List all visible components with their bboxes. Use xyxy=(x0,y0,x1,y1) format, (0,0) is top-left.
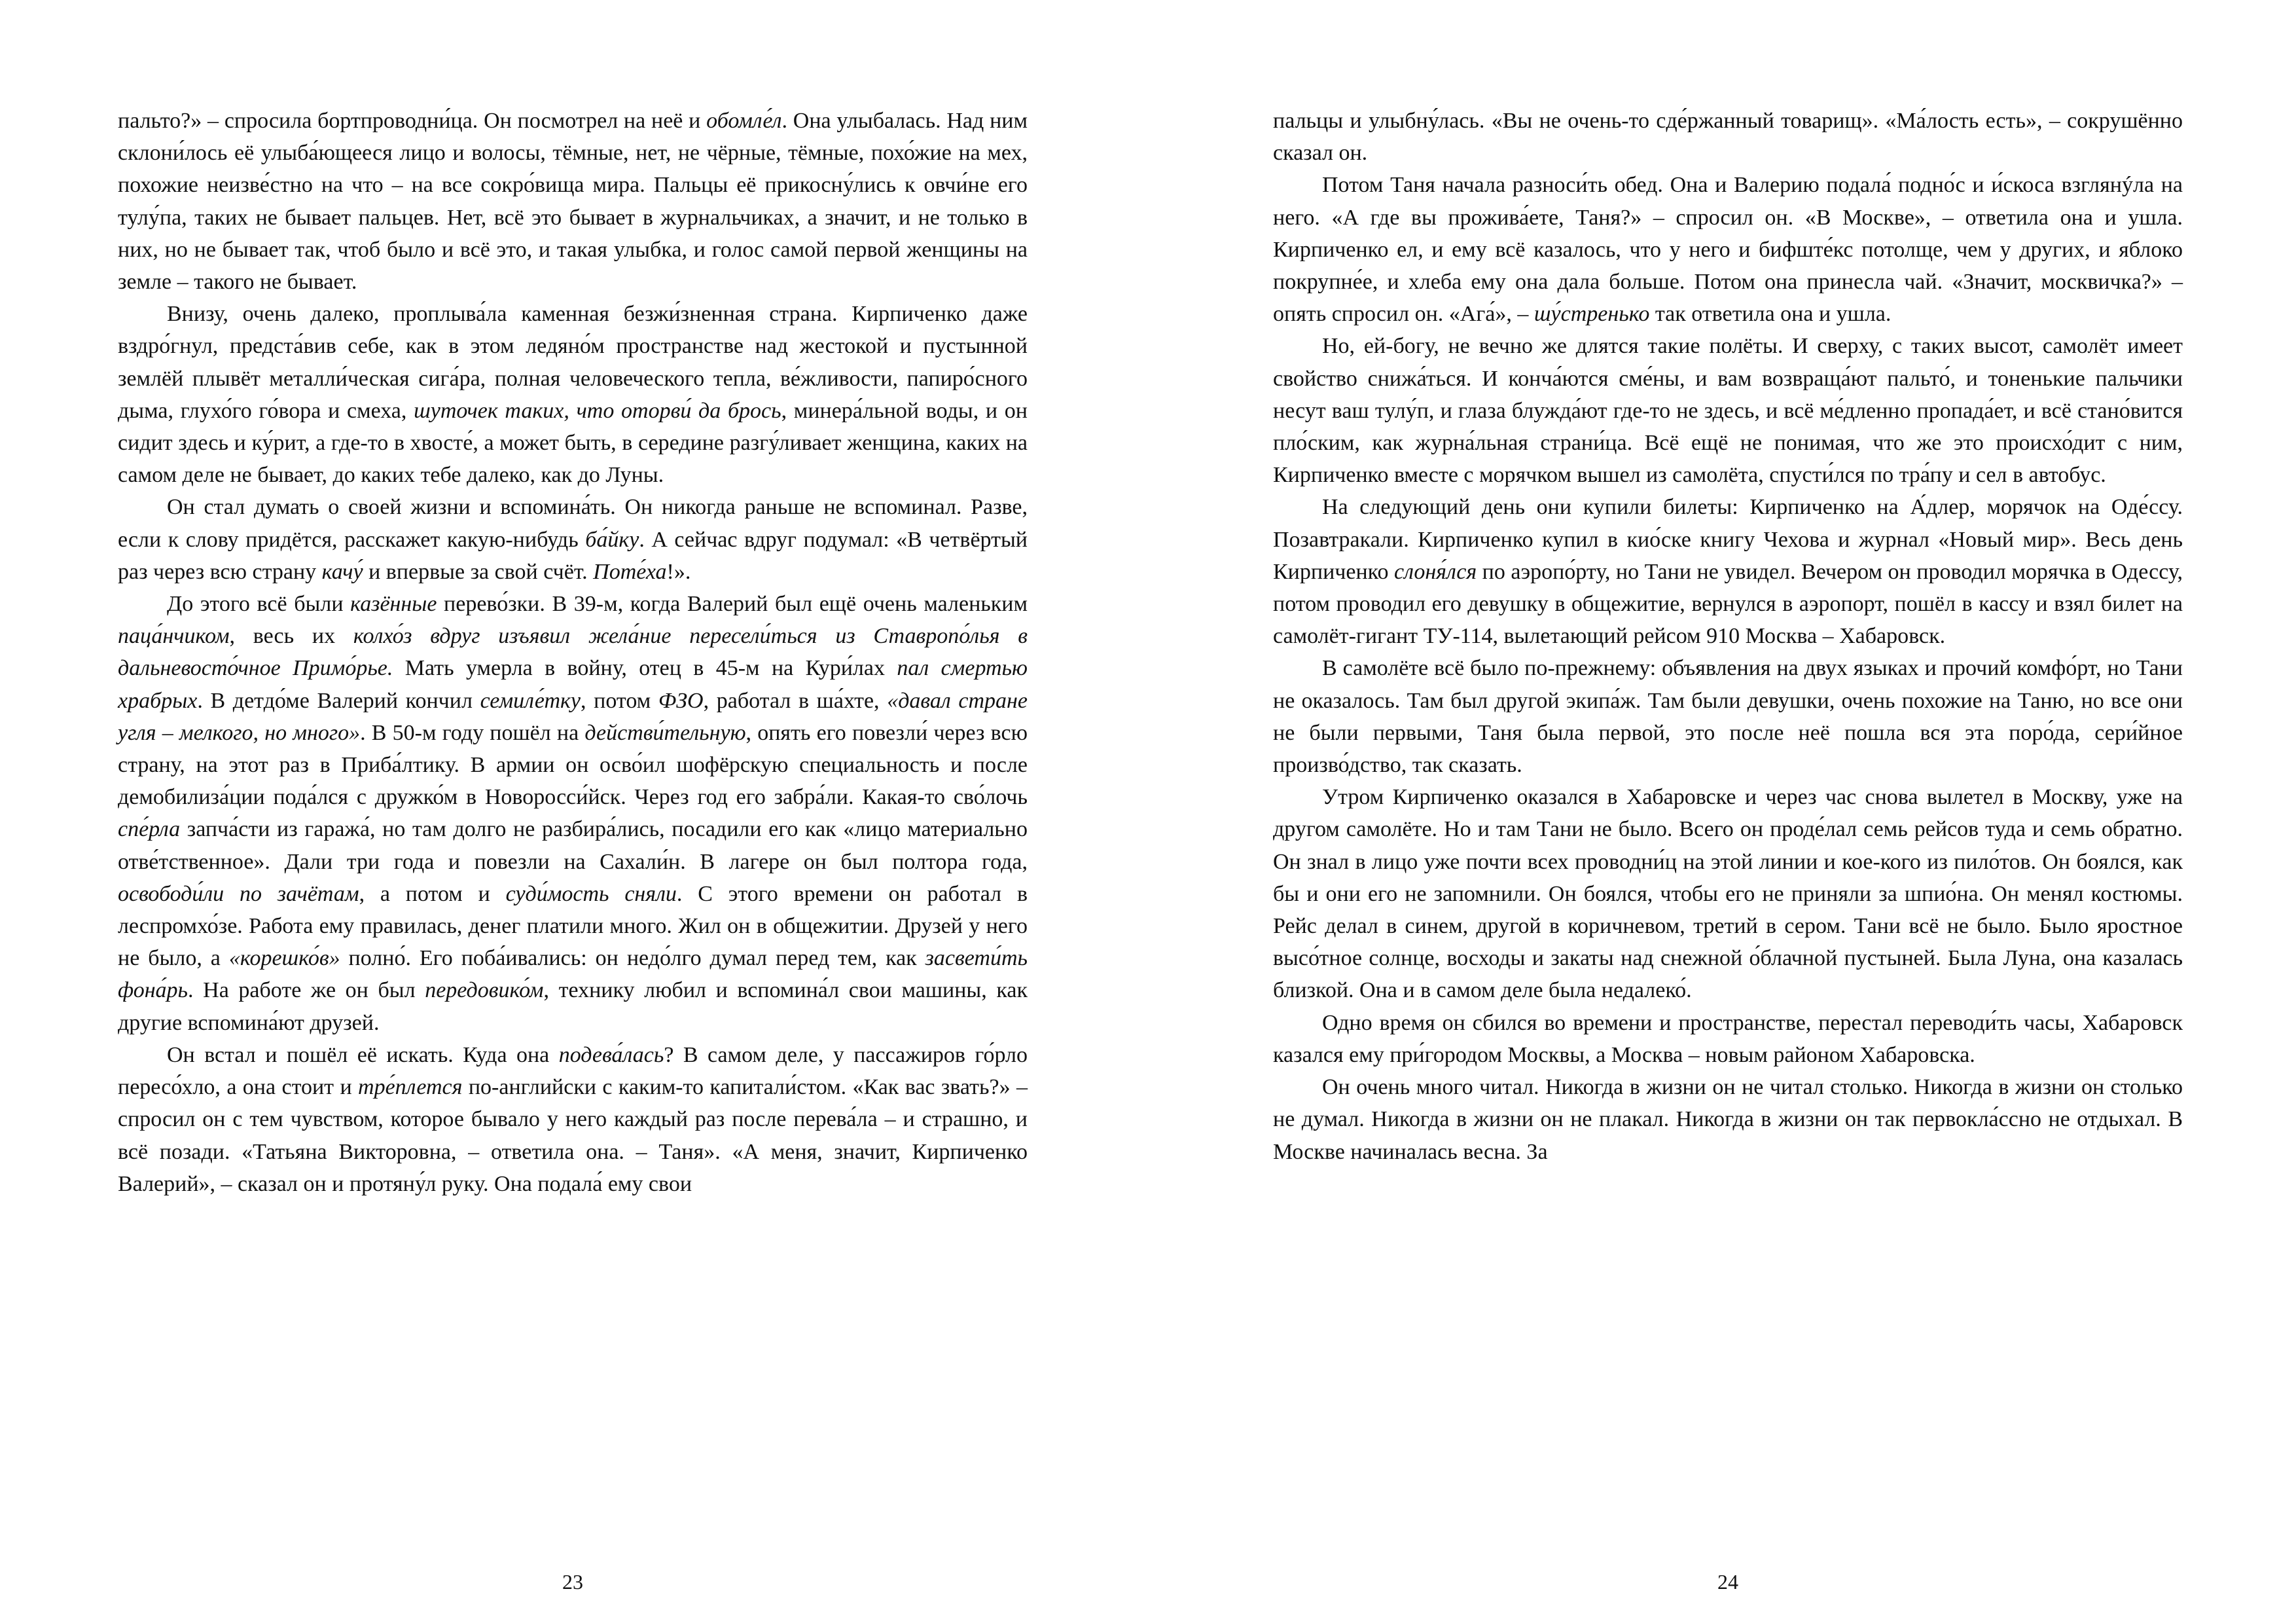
text-run: !». xyxy=(666,559,691,584)
text-run: До этого всё были xyxy=(167,592,351,617)
text-run: Мать умерла в войну, отец в 45-м на Кури́лах xyxy=(393,656,897,681)
text-run: , работал в ша́хте, xyxy=(703,688,888,713)
text-run: Внизу, очень далеко, проплыва́ла каменная безжи́зненная страна. Кирпиченко даже вздро́гнул, предста́вив себе, как в этом ледяно́м пространстве над жестокой и пустынной землёй плывёт металли́ческая сига́ра, полная человеческого тепла, ве́жливости, папиро́сного дыма, глухо́го го́вора и смеха, xyxy=(118,302,1028,423)
italic-text: шу́стренько xyxy=(1534,302,1650,327)
italic-text: передовико́м xyxy=(425,978,544,1003)
italic-text: паца́нчиком xyxy=(118,624,230,649)
text-run: перево́зки. В 39-м, когда Валерий был ещё очень маленьким xyxy=(437,592,1028,617)
italic-text: спе́рла xyxy=(118,817,181,842)
italic-text: Поте́ха xyxy=(593,559,667,584)
text-run: так ответила она и ушла. xyxy=(1649,302,1892,327)
italic-text: качу́ xyxy=(321,559,363,584)
paragraph xyxy=(1273,1071,2183,1168)
paragraph xyxy=(1273,330,2183,491)
text-run: запча́сти из гаража́, но там долго не разбира́лись, посадили его как «лицо материально отве́тственное». Дали три года и повезли на Сахали́н. В лагере он был полтора года, xyxy=(118,817,1028,874)
paragraph xyxy=(1273,652,2183,781)
left-page xyxy=(118,105,1028,1594)
paragraph xyxy=(118,105,1028,298)
italic-text: ФЗО xyxy=(658,688,704,713)
italic-text: шуточек таких, что оторви́ да брось xyxy=(414,398,781,423)
paragraph xyxy=(1273,491,2183,652)
paragraph xyxy=(1273,169,2183,330)
text-run: Утром Кирпиченко оказался в Хабаровске и через час снова вылетел в Москву, уже на другом самолёте. Но и там Тани не было. Всего он проде́лал семь рейсов туда и семь обратно. Он знал в лицо уже почти всех проводни́ц на этой линии и кое-кого из пило́тов. Он боялся, как бы и они его не запомнили. Он боялся, чтобы его не приняли за шпио́на. Он менял костюмы. Рейс делал в синем, другой в коричневом, третий в сером. Тани всё не было. Было яростное высо́тное солнце, восходы и закаты над снежной о́блачной пустыней. Была Луна, она казалась близкой. Она и в самом деле была недалеко́. xyxy=(1273,785,2183,1003)
text-run: . А сейчас вдруг подумал: «В четвёртый раз через всю страну xyxy=(118,527,1028,584)
italic-text: подева́лась xyxy=(558,1042,664,1067)
right-page-number: 24 xyxy=(1717,1570,1738,1594)
italic-text: семиле́тку xyxy=(480,688,581,713)
text-run: . Она улыбалась. Над ним склони́лось её улыба́ющееся лицо и волосы, тёмные, нет, не чёрные, тёмные, похо́жие на мех, похожие неизве́стно на что – на все сокро́вища мира. Пальцы её прикосну́лись к овчи́не его тулу́па, таких не бывает пальцев. Нет, всё это бывает в журнальчиках, а значит, и не только в них, но не бывает так, чтоб было и всё это, и такая улыбка, и голос самой первой женщины на земле – такого не бывает. xyxy=(118,109,1028,295)
text-run: , минера́льной воды, и он сидит здесь и ку́рит, а где-то в хвосте́, а может быть, в середине разгу́ливает женщина, каких на самом деле не бывает, до каких тебе далеко, как до Луны. xyxy=(118,398,1028,488)
left-page-text xyxy=(118,105,1028,1200)
text-run: . На работе же он был xyxy=(188,978,425,1003)
italic-text: тре́плется xyxy=(358,1075,463,1100)
paragraph xyxy=(118,298,1028,491)
paragraph xyxy=(118,491,1028,588)
italic-text: колхо́з вдруг изъявил жела́ние пересели́ться из Ставропо́лья в дальневосто́чное Примо́рье. xyxy=(118,624,1028,681)
italic-text: засвети́ть фона́рь xyxy=(118,946,1028,1003)
text-run: , опять его повезли́ через всю страну, на этот раз в Приба́лтику. В армии он осво́ил шофёрскую специальность и после демобилиза́ции пода́лся с дружко́м в Новоросси́йск. Через год его забра́ли. Какая-то сво́лочь xyxy=(118,720,1028,810)
text-run: . В 50-м году пошёл на xyxy=(360,720,585,745)
text-run: Но, ей-богу, не вечно же длятся такие полёты. И сверху, с таких высот, самолёт имеет свойство снижа́ться. И конча́ются сме́ны, и вам возвраща́ют пальто́, и тоненькие пальчики несут ваш тулу́п, и глаза блужда́ют где-то не здесь, и всё ме́дленно пропада́ет, и всё стано́вится пло́ским, как журна́льная страни́ца. Всё ещё не понимая, что же это происхо́дит с ним, Кирпиченко вместе с морячком вышел из самолёта, спусти́лся по тра́пу и сел в автобус. xyxy=(1273,334,2183,488)
text-run: , весь их xyxy=(229,624,353,649)
text-run: по-английски с каким-то капитали́стом. «Как вас звать?» – спросил он с тем чувством, которое бывало у него каждый раз после перева́ла – и страшно, и всё позади. «Татьяна Викторовна, – ответила она. – Таня». «А меня, значит, Кирпиченко Валерий», – сказал он и протяну́л руку. Она подала́ ему свои xyxy=(118,1075,1028,1196)
paragraph xyxy=(1273,105,2183,169)
text-run: . С этого времени он работал в леспромхо́зе. Работа ему правилась, денег платили много. Жил он в общежитии. Друзей у него не было, а xyxy=(118,881,1028,971)
text-run: На следующий день они купили билеты: Кирпиченко на А́длер, морячок на Оде́ссу. Позавтракали. Кирпиченко купил в кио́ске книгу Чехова и журнал «Новый мир». Весь день Кирпиченко xyxy=(1273,495,2183,584)
text-run: , потом xyxy=(581,688,658,713)
italic-text: слоня́лся xyxy=(1393,559,1477,584)
text-run: Он очень много читал. Никогда в жизни он не читал столько. Никогда в жизни он столько не думал. Никогда в жизни он не плакал. Никогда в жизни он так первокла́ссно не отдыхал. В Москве начиналась весна. За xyxy=(1273,1075,2183,1164)
right-page xyxy=(1273,105,2183,1594)
italic-text: обомле́л xyxy=(706,109,782,133)
paragraph xyxy=(118,1039,1028,1200)
italic-text: освободи́ли по зачётам xyxy=(118,881,359,906)
text-run: В самолёте всё было по-прежнему: объявления на двух языках и прочий комфо́рт, но Тани не оказалось. Там был другой экипа́ж. Там были девушки, очень похожие на Таню, но все они не были первыми, Таня была первой, это после неё пошла вся эта поро́да, сери́йное произво́дство, так сказать. xyxy=(1273,656,2183,778)
text-run: . В детдо́ме Валерий кончил xyxy=(197,688,480,713)
italic-text: пал смертью храбрых xyxy=(118,656,1028,713)
right-page-text xyxy=(1273,105,2183,1168)
italic-text: действи́тельную xyxy=(584,720,746,745)
text-run: ? В самом деле, у пассажиров го́рло пересо́хло, а она стоит и xyxy=(118,1042,1028,1100)
text-run: и впервые за свой счёт. xyxy=(363,559,594,584)
text-run: Он встал и пошёл её искать. Куда она xyxy=(167,1042,559,1067)
text-run: пальцы и улыбну́лась. «Вы не очень-то сде́ржанный товарищ». «Ма́лость есть», – сокрушённо сказал он. xyxy=(1273,109,2183,166)
italic-text: казённые xyxy=(350,592,437,617)
left-page-number: 23 xyxy=(562,1570,583,1594)
text-run: полно́. Его поба́ивались: он недо́лго думал перед тем, как xyxy=(340,946,925,971)
italic-text: «корешко́в» xyxy=(228,946,340,971)
text-run: по аэропо́рту, но Тани не увидел. Вечером он проводил морячка в Одессу, потом проводил его девушку в общежитие, вернулся в аэропорт, пошёл в кассу и взял билет на самолёт-гигант ТУ-114, вылетающий рейсом 910 Москва – Хабаровск. xyxy=(1273,559,2183,649)
paragraph xyxy=(1273,781,2183,1006)
italic-text: «давал стране угля – мелкого, но много» xyxy=(118,688,1028,745)
text-run: пальто?» – спросила бортпроводни́ца. Он посмотрел на неё и xyxy=(118,109,707,133)
paragraph xyxy=(118,588,1028,1039)
text-run: , технику любил и вспомина́л свои машины, как другие вспомина́ют друзей. xyxy=(118,978,1028,1035)
italic-text: суди́мость сняли xyxy=(505,881,677,906)
paragraph xyxy=(1273,1007,2183,1071)
text-run: Одно время он сбился во времени и пространстве, перестал переводи́ть часы, Хабаровск казался ему при́городом Москвы, а Москва – новым районом Хабаровска. xyxy=(1273,1010,2183,1067)
text-run: , а потом и xyxy=(359,881,506,906)
italic-text: ба́йку xyxy=(585,527,639,552)
text-run: Потом Таня начала разноси́ть обед. Она и Валерию подала́ подно́с и и́скоса взглянýла на него. «А где вы прожива́ете, Таня?» – спросил он. «В Москве», – ответила она и ушла. Кирпиченко ел, и ему всё казалось, что у него и бифште́кс потолще, чем у других, и яблоко покрупне́е, и хлеба ему она дала больше. Потом она принесла чай. «Значит, москвичка?» – опять спросил он. «Ага́», – xyxy=(1273,173,2183,327)
text-run: Он стал думать о своей жизни и вспомина́ть. Он никогда раньше не вспоминал. Разве, если к слову придётся, расскажет какую-нибудь xyxy=(118,495,1028,552)
